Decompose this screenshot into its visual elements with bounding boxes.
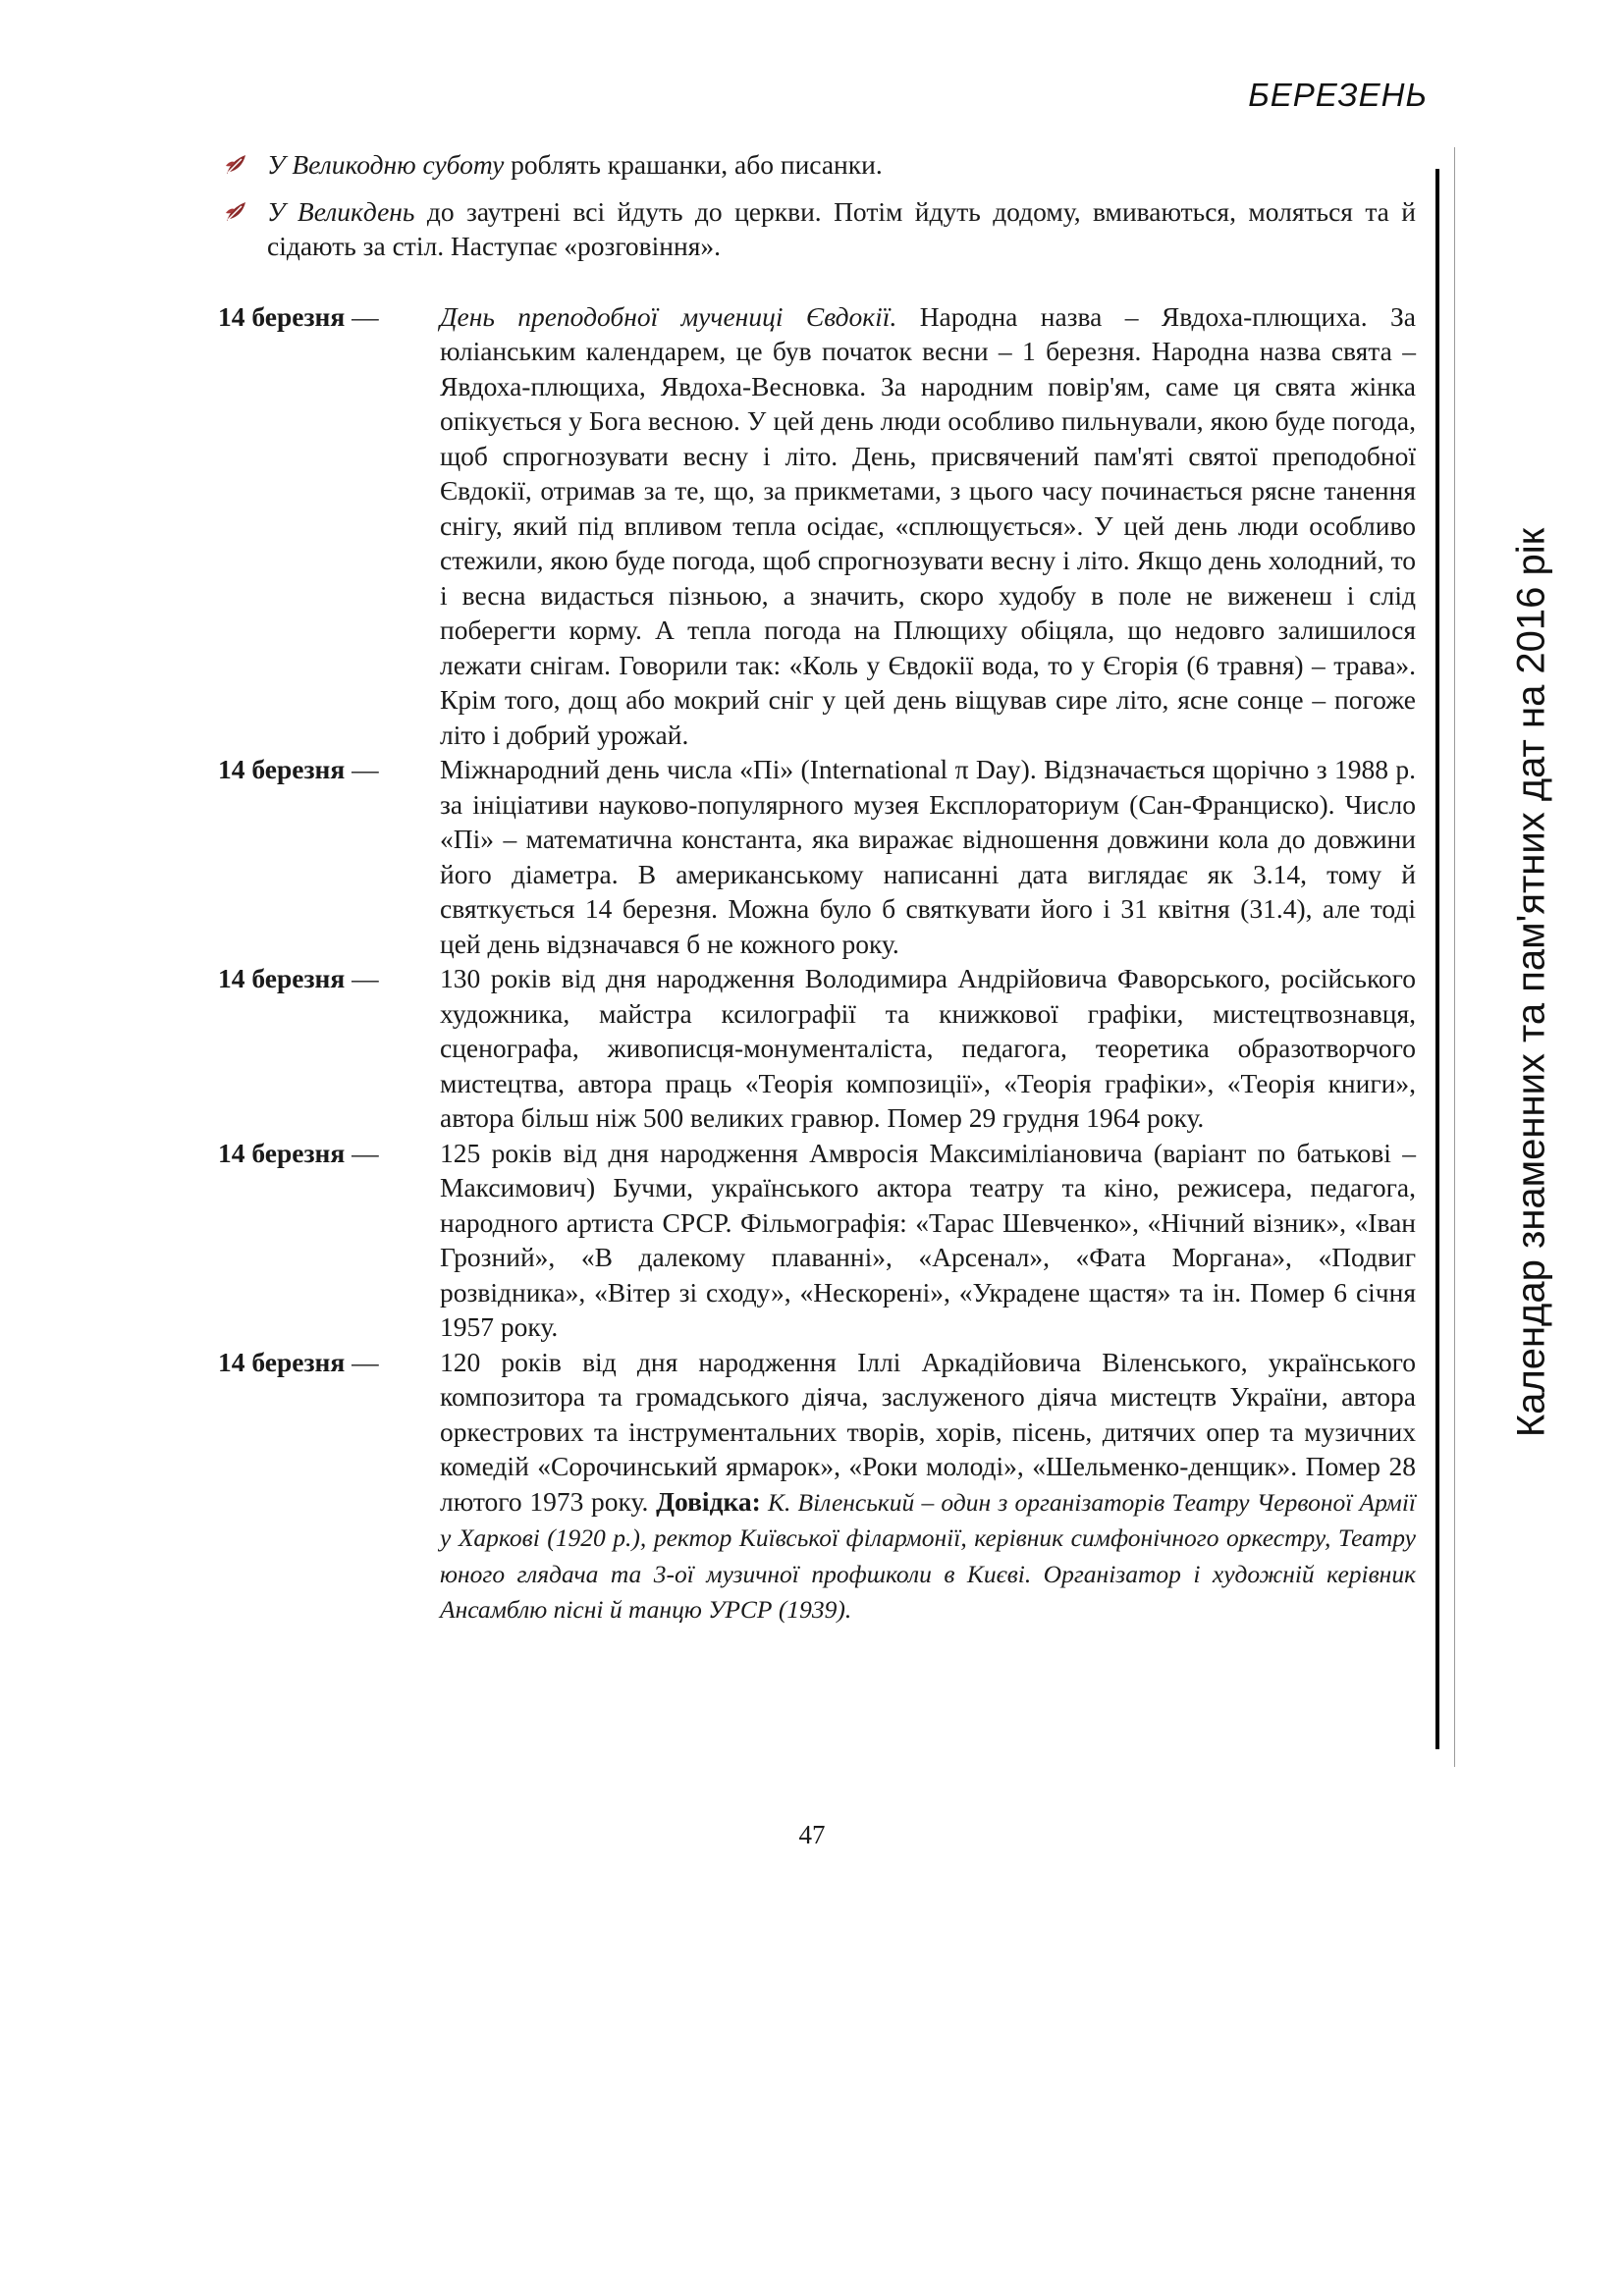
calendar-entry (218, 1136, 1416, 1345)
side-title: Календар знаменних та пам'ятних дат на 2016 рік (1509, 527, 1553, 1438)
running-header: БЕРЕЗЕНЬ (1248, 77, 1428, 113)
entry-dash: — (345, 300, 379, 332)
leaf-bullet-icon (224, 152, 249, 176)
bullet-italic: У Великдень (267, 195, 415, 227)
entry-dash: — (345, 963, 379, 993)
bullet-item (267, 147, 1416, 183)
entry-date: 14 березня (218, 1137, 346, 1168)
side-rule-thin (1454, 147, 1455, 1767)
bullet-item (267, 194, 1416, 264)
entry-lead (218, 299, 379, 335)
entry-lead (218, 961, 379, 996)
entry-dash: — (345, 1346, 379, 1377)
bullet-text: роблять крашанки, або писанки. (504, 149, 883, 180)
entry-dash: — (345, 754, 379, 784)
entry-text: Народна назва – Явдоха-плющиха. За юліанським календарем, це був початок весни – 1 березня. Народна назва свята – Явдоха-плющиха, Явдоха-Весновка. За народним повір'ям, саме ця свята жінка опікується у Бога весною. У цей день люди особливо пильнували, якою буде погода, щоб спрогнозувати весну і літо. День, присвячений пам'яті святої преподобної Євдокії, отримав за те, що, за прикметами, з цього часу починається рясне танення снігу, який під впливом тепла осідає, «сплющується». У цей день люди особливо стежили, якою буде погода, щоб спрогнозувати весну і літо. Якщо день холодний, то і весна видасться пізньою, а значить, скоро худобу в поле не виженеш і слід поберегти корму. А тепла погода на Плющиху обіцяла, що недовго залишилося лежати снігам. Говорили так: «Коль у Євдокії вода, то у Єгорія (6 травня) – трава». Крім того, дощ або мокрий сніг у цей день віщував сире літо, ясне сонце – погоже літо і добрий урожай. (440, 300, 1416, 750)
page-content (218, 147, 1416, 1628)
calendar-entry (218, 752, 1416, 961)
entry-text: 125 років від дня народження Амвросія Максиміліановича (варіант по батькові – Максимович) Бучми, українського актора театру та кіно, режисера, педагога, народного артиста СРСР. Фільмографія: «Тарас Шевченко», «Нічний візник», «Іван Грозний», «В далекому плаванні», «Арсенал», «Фата Моргана», «Подвиг розвідника», «Вітер зі сходу», «Нескорені», «Украдене щастя» та ін. Помер 6 січня 1957 року. (440, 1137, 1416, 1342)
entry-italic-title: День преподобної мучениці Євдокії. (440, 300, 897, 332)
bullet-list (218, 147, 1416, 264)
page-number: 47 (798, 1820, 826, 1849)
calendar-entry (218, 299, 1416, 753)
leaf-bullet-icon (224, 199, 249, 223)
entry-text: 130 років від дня народження Володимира Андрійовича Фаворського, російського художника, майстра ксилографії та книжкової графіки, мистецтвознавця, сценографа, живописця-монументаліста, педагога, теоретика образотворчого мистецтва, автора праць «Теорія композиції», «Теорія графіки», «Теорія книги», автора більш ніж 500 великих гравюр. Помер 29 грудня 1964 року. (440, 963, 1416, 1133)
calendar-entry (218, 961, 1416, 1136)
calendar-entry (218, 1345, 1416, 1628)
reference-label: Довідка: (656, 1485, 761, 1517)
entry-lead (218, 752, 379, 787)
entry-date: 14 березня (218, 754, 346, 784)
entry-text: Міжнародний день числа «Пі» (International π Day). Відзначається щорічно з 1988 р. за ініціативи науково-популярного музея Експлораториум (Сан-Франциско). Число «Пі» – математична константа, яка виражає відношення довжини кола до довжини його діаметра. В американському написанні дата виглядає як 3.14, тому й святкується 14 березня. Можна було б святкувати його і 31 квітня (31.4), але тоді цей день відзначався б не кожного року. (440, 754, 1416, 959)
entry-lead (218, 1136, 379, 1171)
entry-dash: — (345, 1137, 379, 1168)
entry-date: 14 березня (218, 1346, 346, 1377)
entry-date: 14 березня (218, 300, 346, 332)
side-rule-upper (1435, 169, 1439, 1749)
reference-text: К. Віленський – один з організаторів Театру Червоної Армії у Харкові (1920 р.), ректор Київської філармонії, керівник симфонічного оркестру, Театру юного глядача та 3-ої музичної профшколи в Києві. Організатор і художній керівник Ансамблю пісні й танцю УРСР (1939). (440, 1487, 1416, 1624)
entry-lead (218, 1345, 379, 1380)
bullet-text: до заутрені всі йдуть до церкви. Потім йдуть додому, вмиваються, моляться та й сідають за стіл. Наступає «розговіння». (267, 195, 1416, 261)
bullet-italic: У Великодню суботу (267, 149, 505, 180)
entry-text: 120 років від дня народження Іллі Аркадійовича Віленського, українського композитора та громадського діяча, заслуженого діяча мистецтв України, автора оркестрових та інструментальних творів, хорів, пісень, дитячих опер та музичних комедій «Сорочинський ярмарок», «Роки молоді», «Шельменко-денщик». Помер 28 лютого 1973 року. (440, 1346, 1416, 1517)
entry-date: 14 березня (218, 963, 346, 993)
